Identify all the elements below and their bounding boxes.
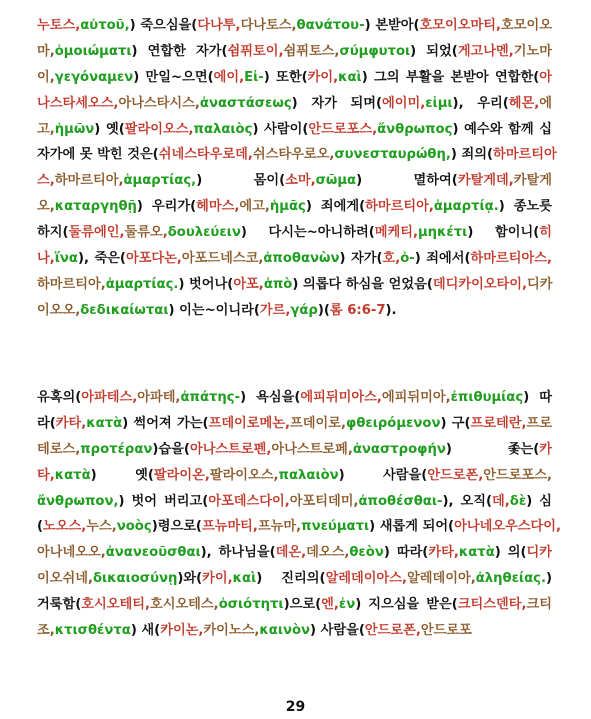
greek-word: ἀποθέσθαι- <box>358 493 443 509</box>
transliteration: 둘류오, <box>124 225 168 241</box>
korean-text: )와( <box>177 571 203 587</box>
greek-word: ἀνανεοῦσθαι <box>105 545 201 561</box>
korean-text: ), 하나님을( <box>200 545 276 561</box>
paragraph-ephesians-4 <box>37 385 562 644</box>
transliteration: 누스, <box>86 519 117 535</box>
transliteration: 데온, <box>275 545 307 561</box>
transliteration: 프데이로메논, <box>208 415 291 431</box>
text-line <box>37 489 552 515</box>
greek-word: εἰμι <box>425 95 453 111</box>
transliteration: 호시오테스, <box>149 597 219 613</box>
transliteration: 팔라이온, <box>153 467 210 483</box>
text-line <box>37 13 552 39</box>
greek-word: ἐν <box>338 597 356 613</box>
transliteration: 타, <box>37 467 55 483</box>
transliteration: 팔라이오스, <box>209 467 279 483</box>
transliteration: 데디카이오타이, <box>432 276 528 292</box>
transliteration: 쉼퓌토이, <box>227 43 284 59</box>
greek-word: φθειρόμενον <box>346 415 441 431</box>
transliteration: 에이미, <box>381 95 426 111</box>
greek-word: κατὰ <box>86 415 123 431</box>
transliteration: 쉼퓌토스, <box>283 43 340 59</box>
transliteration: 하마르티아, <box>54 173 124 189</box>
greek-word: ἁμαρτίας. <box>105 276 179 292</box>
greek-word: ἀπάτης- <box>180 390 241 405</box>
transliteration: 호모이오마티, <box>419 18 502 33</box>
korean-text: ) 죽으심을( <box>129 18 198 33</box>
greek-word: ἡμῶν <box>54 121 95 137</box>
korean-text: ) <box>545 571 552 587</box>
transliteration: 카탈게 <box>513 173 552 189</box>
korean-text: )으로( <box>283 597 322 613</box>
korean-text: ) 이는~이니라( <box>168 302 260 318</box>
text-line <box>37 272 552 298</box>
transliteration: 안드로포스, <box>308 121 378 137</box>
greek-word: καταργηθῇ <box>54 199 137 215</box>
korean-text: ) 사람을( <box>310 623 365 639</box>
transliteration: 나, <box>37 251 55 267</box>
text-line <box>37 592 552 618</box>
paragraph-romans-6 <box>37 13 557 324</box>
korean-text: ) 의롭다 하심을 얻었음( <box>292 276 433 292</box>
transliteration: 롬 6:6-7 <box>329 302 386 318</box>
transliteration: 카이논, <box>160 623 204 639</box>
korean-text: ) 따 <box>523 390 552 405</box>
transliteration: 스, <box>37 173 55 189</box>
korean-text: ) 멸하여( <box>356 173 458 189</box>
transliteration: 둘류에인, <box>68 225 125 241</box>
transliteration: 프뉴마티, <box>201 519 258 535</box>
transliteration: 팔라이오스, <box>124 121 194 137</box>
korean-text: ) 새롭게 되어( <box>369 519 455 535</box>
korean-text: ) 또한( <box>263 69 308 85</box>
korean-text: ) 되었( <box>410 43 458 59</box>
korean-text: ) 몸이( <box>196 173 286 189</box>
korean-text: 하지( <box>37 225 69 241</box>
transliteration: 알레데이아, <box>407 571 476 587</box>
greek-word: παλαιὸν <box>278 467 339 483</box>
text-line <box>37 65 552 91</box>
transliteration: 쉬네스타우로데, <box>158 147 253 163</box>
transliteration: 에이, <box>213 69 245 85</box>
greek-word: γεγόναμεν <box>54 69 134 85</box>
text-line <box>37 91 552 117</box>
greek-word: πνεύματι <box>301 519 370 535</box>
korean-text: 자가에 못 박힌 것은( <box>37 147 159 163</box>
greek-word: ὁ- <box>400 251 415 267</box>
transliteration: 노오스, <box>43 519 87 535</box>
greek-word: παλαιὸς <box>193 121 253 137</box>
transliteration: 다나투, <box>197 18 241 33</box>
korean-text: ) 죄에게( <box>305 199 366 215</box>
transliteration: 호, <box>382 251 401 267</box>
greek-word: νοὸς <box>116 519 152 535</box>
korean-text: ), 죽은( <box>77 251 126 267</box>
korean-text: ) 자가 되며( <box>291 95 382 111</box>
korean-text: ) 사람이( <box>252 121 309 137</box>
transliteration: 아포다논, <box>125 251 182 267</box>
greek-word: δουλεύειν <box>167 225 241 241</box>
transliteration: 하마르티아, <box>37 276 106 292</box>
text-line <box>37 385 552 411</box>
greek-word: δὲ <box>509 493 527 509</box>
transliteration: 안드로폰, <box>427 467 484 483</box>
korean-text: ) 연합한 자가( <box>131 43 228 59</box>
transliteration: 데, <box>492 493 510 509</box>
transliteration: 게고나멘, <box>457 43 514 59</box>
transliteration: 카이노스, <box>203 623 260 639</box>
korean-text: ) 심 <box>526 493 553 509</box>
text-line <box>37 246 552 272</box>
transliteration: 프로테란, <box>470 415 527 431</box>
korean-text: ) 그의 부활을 본받아 연합한( <box>361 69 540 85</box>
greek-word: Εἰ- <box>244 69 264 85</box>
transliteration: 나스타세오스, <box>37 95 119 111</box>
greek-word: κατὰ <box>54 467 91 483</box>
transliteration: 크티스덴타, <box>457 597 527 613</box>
korean-text: ) 욕심을( <box>240 390 301 405</box>
greek-word: θανάτου- <box>296 18 365 33</box>
transliteration: 마, <box>37 43 55 59</box>
korean-text: )습을( <box>152 441 190 457</box>
transliteration: 에피뒤미아, <box>381 390 451 405</box>
greek-word: ἀποθανὼν <box>263 251 340 267</box>
greek-word: ἡμᾶς <box>269 199 306 215</box>
transliteration: 아나스트로페, <box>271 441 353 457</box>
transliteration: 프뉴마, <box>257 519 302 535</box>
transliteration: 아나스트로펜, <box>189 441 272 457</box>
transliteration: 프데이로, <box>290 415 346 431</box>
korean-text: ) 따라( <box>383 545 429 561</box>
text-line <box>37 168 552 194</box>
greek-word: δεδικαίωται <box>80 302 169 318</box>
transliteration: 오, <box>37 199 55 215</box>
transliteration: 아포티데미, <box>289 493 359 509</box>
greek-word: σῶμα <box>315 173 357 189</box>
text-line <box>37 514 562 540</box>
korean-text: 거룩함( <box>37 597 82 613</box>
text-line <box>37 220 552 246</box>
greek-word: καὶ <box>232 571 257 587</box>
transliteration: 크티 <box>526 597 552 613</box>
transliteration: 아포, <box>233 276 264 292</box>
korean-text: ) 자가( <box>339 251 383 267</box>
greek-word: κτισθέντα <box>54 623 131 639</box>
transliteration: 카탈게데, <box>457 173 514 189</box>
transliteration: 다나토스, <box>240 18 297 33</box>
greek-word: θεὸν <box>349 545 384 561</box>
greek-word: ἀπὸ <box>263 276 293 292</box>
korean-text: ) 벗어 버리고( <box>118 493 209 509</box>
transliteration: 가르, <box>259 302 291 318</box>
transliteration: 안드로포 <box>420 623 472 639</box>
korean-text: ) 종노릇 <box>498 199 552 215</box>
transliteration: 알레데이아스, <box>325 571 408 587</box>
text-line <box>37 618 552 644</box>
text-line <box>37 194 552 220</box>
transliteration: 아파테, <box>137 390 181 405</box>
text-line <box>37 463 552 489</box>
korean-text: ) 만일~으면( <box>133 69 214 85</box>
text-line <box>37 411 552 437</box>
greek-word: ὁσιότητι <box>218 597 284 613</box>
greek-word: ἁμαρτίᾳ. <box>433 199 499 215</box>
transliteration: 메케티, <box>374 225 418 241</box>
greek-word: καινὸν <box>259 623 310 639</box>
korean-text: ), 오직( <box>442 493 493 509</box>
greek-word: ἄνθρωπος <box>377 121 453 137</box>
korean-text: ) 본받아( <box>364 18 420 33</box>
text-line <box>37 117 552 143</box>
transliteration: 카이, <box>202 571 233 587</box>
korean-text: 유혹의( <box>37 390 82 405</box>
transliteration: 소마, <box>285 173 316 189</box>
transliteration: 이오쉬네, <box>37 571 93 587</box>
greek-word: ἵνα <box>54 251 78 267</box>
transliteration: 데오스, <box>306 545 350 561</box>
transliteration: 아 <box>539 69 552 85</box>
transliteration: 에고, <box>239 199 270 215</box>
transliteration: 기노마 <box>513 43 552 59</box>
transliteration: 조, <box>37 623 55 639</box>
greek-word: δικαιοσύνῃ <box>92 571 178 587</box>
korean-text: ), 우리( <box>452 95 509 111</box>
transliteration: 하마르티아 <box>493 147 557 163</box>
transliteration: 디카 <box>527 276 553 292</box>
korean-text: ( <box>37 519 44 535</box>
transliteration: 하마르티아스, <box>470 251 552 267</box>
transliteration: 안드로폰, <box>364 623 421 639</box>
korean-text: 라( <box>37 415 56 431</box>
greek-word: ἐπιθυμίας <box>450 390 524 405</box>
greek-word: ἀναστάσεως <box>199 95 292 111</box>
transliteration: 아포데스다이, <box>208 493 290 509</box>
korean-text: ) 옛( <box>90 467 154 483</box>
transliteration: 호시오테티, <box>81 597 150 613</box>
korean-text: ). <box>385 302 397 318</box>
text-line <box>37 142 557 168</box>
greek-word: καὶ <box>338 69 362 85</box>
korean-text: ) 새( <box>130 623 161 639</box>
transliteration: 호모이오 <box>501 18 552 33</box>
transliteration: 고, <box>37 121 55 137</box>
korean-text: ) 사람을( <box>338 467 428 483</box>
korean-text: ) 좇는( <box>445 441 540 457</box>
korean-text: ) 의( <box>494 545 527 561</box>
transliteration: 에피뒤미아스, <box>300 390 382 405</box>
korean-text: ) 함이니( <box>467 225 540 241</box>
greek-word: ὁμοιώματι <box>54 43 132 59</box>
korean-text: ) 벗어나( <box>178 276 234 292</box>
transliteration: 쉬스타우로오, <box>252 147 335 163</box>
transliteration: 헤몬, <box>508 95 540 111</box>
transliteration: 아나네오오, <box>37 545 106 561</box>
korean-text: ) 죄의( <box>450 147 493 163</box>
transliteration: 카 <box>539 441 552 457</box>
transliteration: 엔, <box>321 597 339 613</box>
korean-text: ) 옛( <box>94 121 125 137</box>
greek-word: ἀναστροφήν <box>352 441 446 457</box>
korean-text: ) 구( <box>440 415 471 431</box>
transliteration: 하마르티아, <box>365 199 434 215</box>
korean-text: ) 우리가( <box>136 199 197 215</box>
transliteration: 누토스, <box>37 18 81 33</box>
transliteration: 헤마스, <box>196 199 240 215</box>
transliteration: 에 <box>539 95 552 111</box>
transliteration: 이, <box>37 69 55 85</box>
transliteration: 카타, <box>428 545 459 561</box>
transliteration: 아파테스, <box>81 390 138 405</box>
korean-text: ) 죄에서( <box>414 251 471 267</box>
korean-text: ) 썩어져 가는( <box>122 415 209 431</box>
transliteration: 아나네오우스다이, <box>454 519 562 535</box>
greek-word: γάρ <box>290 302 318 318</box>
text-line <box>37 540 552 566</box>
greek-word: προτέραν <box>80 441 153 457</box>
transliteration: 카타, <box>55 415 87 431</box>
greek-word: ἁμαρτίας, <box>123 173 197 189</box>
korean-text: ) 다시는~아니하려( <box>240 225 375 241</box>
korean-text: ) 예수와 함께 십 <box>452 121 552 137</box>
text-line <box>37 566 552 592</box>
transliteration: 아포드네스코, <box>181 251 264 267</box>
korean-text: ) 진리의( <box>256 571 326 587</box>
transliteration: 이오오, <box>37 302 81 318</box>
transliteration: 아나스타시스, <box>118 95 200 111</box>
transliteration: 프로 <box>526 415 552 431</box>
text-line <box>37 437 552 463</box>
page-number: 29 <box>285 699 306 715</box>
text-line <box>37 39 552 65</box>
greek-word: συνεσταυρώθη, <box>334 147 451 163</box>
greek-word: ἀληθείας. <box>475 571 546 587</box>
greek-word: κατὰ <box>458 545 495 561</box>
transliteration: 카이, <box>307 69 339 85</box>
text-line <box>37 298 552 324</box>
greek-word: μηκέτι <box>417 225 468 241</box>
korean-text: )( <box>317 302 330 318</box>
transliteration: 테로스, <box>37 441 81 457</box>
korean-text: )령으로( <box>151 519 202 535</box>
transliteration: 히 <box>539 225 552 241</box>
greek-word: αὐτοῦ, <box>80 18 130 33</box>
greek-word: σύμφυτοι <box>339 43 411 59</box>
korean-text: ) 지으심을 받은( <box>355 597 458 613</box>
transliteration: 안드로포스, <box>483 467 552 483</box>
transliteration: 디카 <box>526 545 552 561</box>
greek-word: ἄνθρωπον, <box>37 493 119 509</box>
